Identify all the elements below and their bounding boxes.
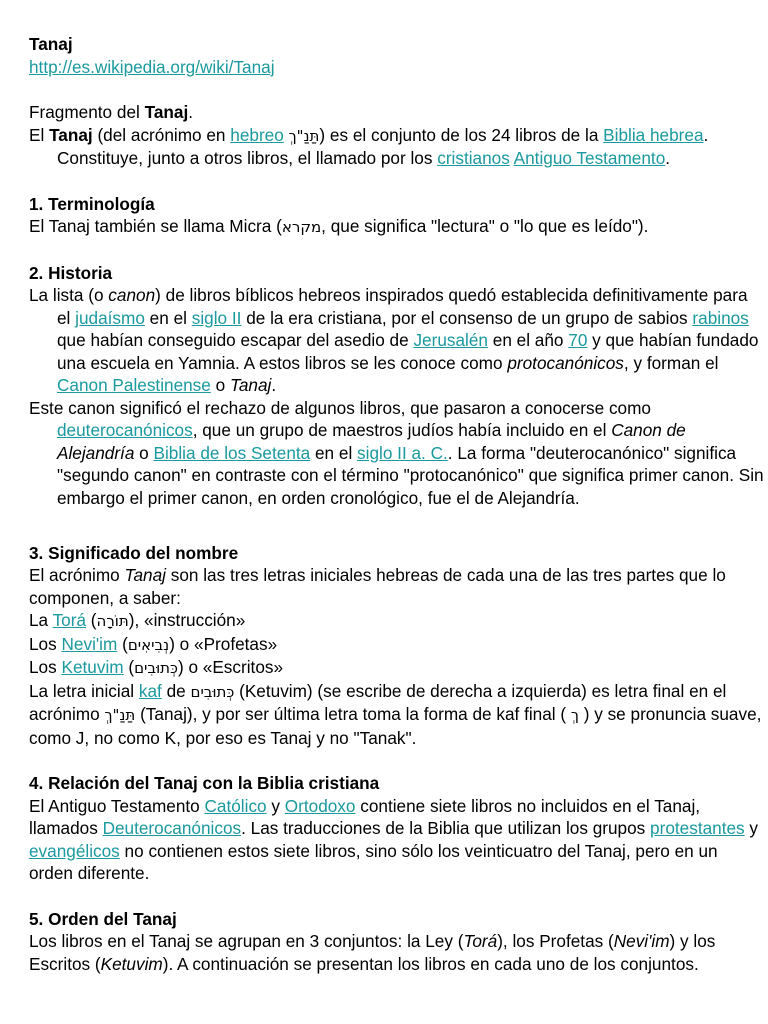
link-biblia-hebrea[interactable]: Biblia hebrea	[603, 124, 704, 145]
intro-line: Fragmento del Tanaj.	[29, 102, 194, 122]
doc-title: Tanaj	[29, 34, 73, 54]
section-heading-orden: 5. Orden del Tanaj	[29, 908, 177, 929]
link-biblia-setenta[interactable]: Biblia de los Setenta	[153, 442, 311, 463]
hebrew-tanakh-2: תַּנַ"ךְ	[104, 706, 136, 724]
link-siglo-ii-ac[interactable]: siglo II a. C.	[357, 442, 448, 463]
link-evangelicos[interactable]: evangélicos	[29, 840, 120, 861]
link-70[interactable]: 70	[568, 330, 588, 350]
historia-paragraph-2: Este canon significó el rechazo de algunos libros, que pasaron a conocerse como deuterocanónicos, que un grupo de maestros judíos había incluido en el Canon de Alejandría o Biblia de los Setenta en el siglo II a. C.. La forma "deuterocanónico" significa "segundo canon" en contraste con el término "protocanónico" que significa primer canon. Sin embargo el primer canon, en orden cronológico, fue el de Alejandría.	[29, 397, 764, 508]
section-heading-relacion: 4. Relación del Tanaj con la Biblia cristiana	[29, 773, 380, 793]
significado-item-neviim: Los Nevi'im (נְבִיאִים) o «Profetas»	[29, 633, 278, 654]
link-judaismo[interactable]: judaísmo	[75, 307, 145, 328]
hebrew-tora: תּוֹרָה	[96, 612, 129, 630]
link-deuterocanonicos[interactable]: deuterocanónicos	[57, 420, 193, 440]
hebrew-ketuvim: כְּתוּבִים	[134, 659, 178, 677]
link-catolico[interactable]: Católico	[204, 795, 267, 816]
significado-intro: El acrónimo Tanaj son las tres letras iniciales hebreas de cada una de las tres partes que lo componen, a saber:	[29, 565, 726, 608]
hebrew-tanakh: תַּנַ"ךְ	[288, 126, 320, 145]
link-protestantes[interactable]: protestantes	[650, 818, 745, 838]
section-heading-significado: 3. Significado del nombre	[29, 542, 239, 563]
hebrew-ketuvim-2: כְּתוּבִים	[190, 682, 235, 701]
link-deuterocanonicos-2[interactable]: Deuterocanónicos	[102, 818, 242, 838]
section-heading-terminologia: 1. Terminología	[29, 193, 155, 214]
significado-item-ketuvim: Los Ketuvim (כְּתוּבִים) o «Escritos»	[29, 657, 284, 677]
source-url-link[interactable]: http://es.wikipedia.org/wiki/Tanaj	[29, 56, 275, 77]
doc-url-line	[29, 56, 764, 79]
link-cristianos[interactable]: cristianos	[437, 148, 510, 168]
link-jerusalen[interactable]: Jerusalén	[413, 330, 488, 350]
section-heading-historia: 2. Historia	[29, 262, 113, 283]
hebrew-kaf-final: ךְ	[570, 706, 579, 724]
hebrew-mikra: מקרא	[281, 218, 322, 236]
historia-paragraph-2-clip	[29, 397, 764, 519]
link-kaf[interactable]: kaf	[138, 680, 162, 701]
link-ortodoxo[interactable]: Ortodoxo	[284, 795, 356, 816]
link-rabinos[interactable]: rabinos	[692, 307, 749, 328]
terminologia-text: El Tanaj también se llama Micra (מקרא, que significa "lectura" o "lo que es leído").	[29, 216, 649, 236]
hebrew-neviim: נְבִיאִים	[127, 635, 170, 654]
link-neviim[interactable]: Nevi'im	[61, 633, 118, 654]
link-hebreo[interactable]: hebreo	[230, 124, 284, 145]
significado-kaf-paragraph: La letra inicial kaf de כְּתוּבִים (Ketuvim) (se escribe de derecha a izquierda) es letra final en el acrónimo תַּנַ"ךְ (Tanaj), y por ser última letra toma la forma de kaf final ( ךְ ) y se pronuncia suave, como J, no como K, por eso es Tanaj y no "Tanak".	[29, 680, 762, 748]
link-antiguo-testamento[interactable]: Antiguo Testamento	[513, 148, 666, 168]
orden-paragraph: Los libros en el Tanaj se agrupan en 3 conjuntos: la Ley (Torá), los Profetas (Nevi'im) y los Escritos (Ketuvim). A continuación se presentan los libros en cada uno de los conjuntos.	[29, 931, 716, 974]
relacion-paragraph: El Antiguo Testamento Católico y Ortodoxo contiene siete libros no incluidos en el Tanaj, llamados Deuterocanónicos. Las traducciones de la Biblia que utilizan los grupos protestantes y evangélicos no contienen estos siete libros, sino sólo los veinticuatro del Tanaj, pero en un orden diferente.	[29, 795, 759, 883]
link-siglo-ii[interactable]: siglo II	[191, 307, 242, 328]
significado-item-tora: La Torá (תּוֹרָה), «instrucción»	[29, 610, 246, 630]
intro-paragraph: El Tanaj (del acrónimo en hebreo תַּנַ"ךְ) es el conjunto de los 24 libros de la Biblia hebrea. Constituye, junto a otros libros, el llamado por los cristianos Antiguo Testamento.	[29, 124, 709, 168]
link-ketuvim[interactable]: Ketuvim	[61, 657, 124, 677]
document-body	[29, 33, 764, 975]
link-canon-palestinense[interactable]: Canon Palestinense	[57, 375, 211, 395]
historia-paragraph-1: La lista (o canon) de libros bíblicos hebreos inspirados quedó establecida definitivamente para el judaísmo en el siglo II de la era cristiana, por el consenso de un grupo de sabios rabinos que habían conseguido escapar del asedio de Jerusalén en el año 70 y que habían fundado una escuela en Yamnia. A estos libros se les conoce como protocanónicos, y forman el Canon Palestinense o Tanaj.	[29, 285, 759, 395]
link-tora[interactable]: Torá	[52, 610, 87, 630]
